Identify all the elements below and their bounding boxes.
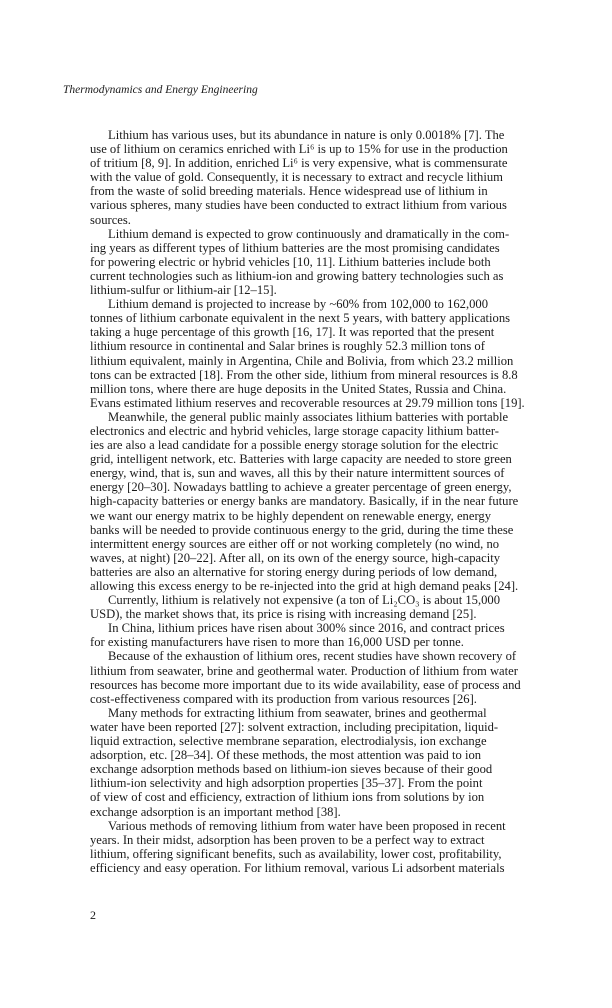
text-line: of tritium [8, 9]. In addition, enriched Li⁶ is very expensive, what is commensurate xyxy=(90,156,508,171)
paragraph xyxy=(90,297,530,410)
paragraph xyxy=(90,621,530,649)
text-line: Lithium demand is projected to increase by ~60% from 102,000 to 162,000 xyxy=(108,297,489,312)
text-line: cost-effectiveness compared with its production from various resources [26]. xyxy=(90,691,477,706)
text-line: with the value of gold. Consequently, it is necessary to extract and recycle lithium xyxy=(90,170,503,185)
page-number: 2 xyxy=(90,908,96,922)
text-line: we want our energy matrix to be highly dependent on renewable energy, energy xyxy=(90,508,492,523)
text-line: lithium resource in continental and Salar brines is roughly 52.3 million tons of xyxy=(90,339,485,354)
text-line: efficiency and easy operation. For lithium removal, various Li adsorbent materials xyxy=(90,860,505,875)
text-line: Meanwhile, the general public mainly associates lithium batteries with portable xyxy=(108,409,509,424)
text-line: sources. xyxy=(90,212,131,227)
running-header: Thermodynamics and Energy Engineering xyxy=(63,84,258,96)
text-line: exchange adsorption is an important method [38]. xyxy=(90,804,341,819)
text-line: batteries are also an alternative for storing energy during periods of low demand, xyxy=(90,564,498,579)
paragraph xyxy=(90,410,530,593)
text-line: adsorption, etc. [28–34]. Of these methods, the most attention was paid to ion xyxy=(90,748,482,763)
text-line: for existing manufacturers have risen to more than 16,000 USD per tonne. xyxy=(90,635,464,650)
text-line: high-capacity batteries or energy banks are mandatory. Basically, if in the near future xyxy=(90,494,519,509)
text-line: use of lithium on ceramics enriched with Li⁶ is up to 15% for use in the production xyxy=(90,142,508,157)
body-text xyxy=(90,128,530,875)
text-line: taking a huge percentage of this growth [16, 17]. It was reported that the present xyxy=(90,325,495,340)
text-line: from the waste of solid breeding materials. Hence widespread use of lithium in xyxy=(90,184,488,199)
text-line: Currently, lithium is relatively not expensive (a ton of Li₂CO₃ is about 15,000 xyxy=(108,593,501,608)
paragraph xyxy=(90,819,530,875)
text-line: resources has become more important due to its wide availability, ease of process and xyxy=(90,677,521,692)
text-line: Many methods for extracting lithium from seawater, brines and geothermal xyxy=(108,705,487,720)
paragraph xyxy=(90,649,530,705)
text-line: In China, lithium prices have risen about 300% since 2016, and contract prices xyxy=(108,621,505,636)
text-line: water have been reported [27]: solvent extraction, including precipitation, liquid- xyxy=(90,719,499,734)
text-line: tons can be extracted [18]. From the other side, lithium from mineral resources is 8.8 xyxy=(90,367,518,382)
text-line: lithium-sulfur or lithium-air [12–15]. xyxy=(90,283,277,298)
paragraph xyxy=(90,128,530,227)
text-line: energy, wind, that is, sun and waves, all this by their nature intermittent sources of xyxy=(90,466,505,481)
text-line: ies are also a lead candidate for a possible energy storage solution for the electric xyxy=(90,438,499,453)
text-line: exchange adsorption methods based on lithium-ion sieves because of their good xyxy=(90,762,493,777)
text-line: electronics and electric and hybrid vehicles, large storage capacity lithium batter- xyxy=(90,423,499,438)
text-line: Lithium demand is expected to grow continuously and dramatically in the com- xyxy=(108,226,510,241)
text-line: USD), the market shows that, its price is rising with increasing demand [25]. xyxy=(90,607,477,622)
text-line: tonnes of lithium carbonate equivalent in the next 5 years, with battery applications xyxy=(90,311,511,326)
text-line: of view of cost and efficiency, extraction of lithium ions from solutions by ion xyxy=(90,790,485,805)
text-line: grid, intelligent network, etc. Batteries with large capacity are needed to store green xyxy=(90,452,512,467)
text-line: lithium equivalent, mainly in Argentina, Chile and Bolivia, from which 23.2 million xyxy=(90,353,514,368)
text-line: Various methods of removing lithium from water have been proposed in recent xyxy=(108,818,506,833)
text-line: Evans estimated lithium reserves and recoverable resources at 29.79 million tons [19]. xyxy=(90,395,525,410)
paragraph xyxy=(90,706,530,819)
text-line: for powering electric or hybrid vehicles [10, 11]. Lithium batteries include both xyxy=(90,254,491,269)
text-line: Because of the exhaustion of lithium ores, recent studies have shown recovery of xyxy=(108,649,517,664)
text-line: years. In their midst, adsorption has been proven to be a perfect way to extract xyxy=(90,832,485,847)
text-line: liquid extraction, selective membrane separation, electrodialysis, ion exchange xyxy=(90,734,487,749)
text-line: ing years as different types of lithium batteries are the most promising candidates xyxy=(90,240,500,255)
paragraph xyxy=(90,593,530,621)
text-line: energy [20–30]. Nowadays battling to achieve a greater percentage of green energy, xyxy=(90,480,512,495)
text-line: lithium, offering significant benefits, such as availability, lower cost, profitability, xyxy=(90,846,502,861)
text-line: intermittent energy sources are either off or not working completely (no wind, no xyxy=(90,536,500,551)
text-line: Lithium has various uses, but its abundance in nature is only 0.0018% [7]. The xyxy=(108,128,505,142)
text-line: waves, at night) [20–22]. After all, on its own of the energy source, high-capacity xyxy=(90,550,500,565)
paragraph xyxy=(90,227,530,297)
text-line: million tons, where there are huge deposits in the United States, Russia and China. xyxy=(90,381,507,396)
text-line: lithium-ion selectivity and high adsorption properties [35–37]. From the point xyxy=(90,776,483,791)
text-line: lithium from seawater, brine and geothermal water. Production of lithium from water xyxy=(90,663,518,678)
text-line: current technologies such as lithium-ion and growing battery technologies such as xyxy=(90,268,504,283)
text-line: various spheres, many studies have been conducted to extract lithium from various xyxy=(90,198,507,213)
text-line: banks will be needed to provide continuous energy to the grid, during the time these xyxy=(90,522,514,537)
text-line: allowing this excess energy to be re-injected into the grid at high demand peaks [24]. xyxy=(90,579,519,593)
